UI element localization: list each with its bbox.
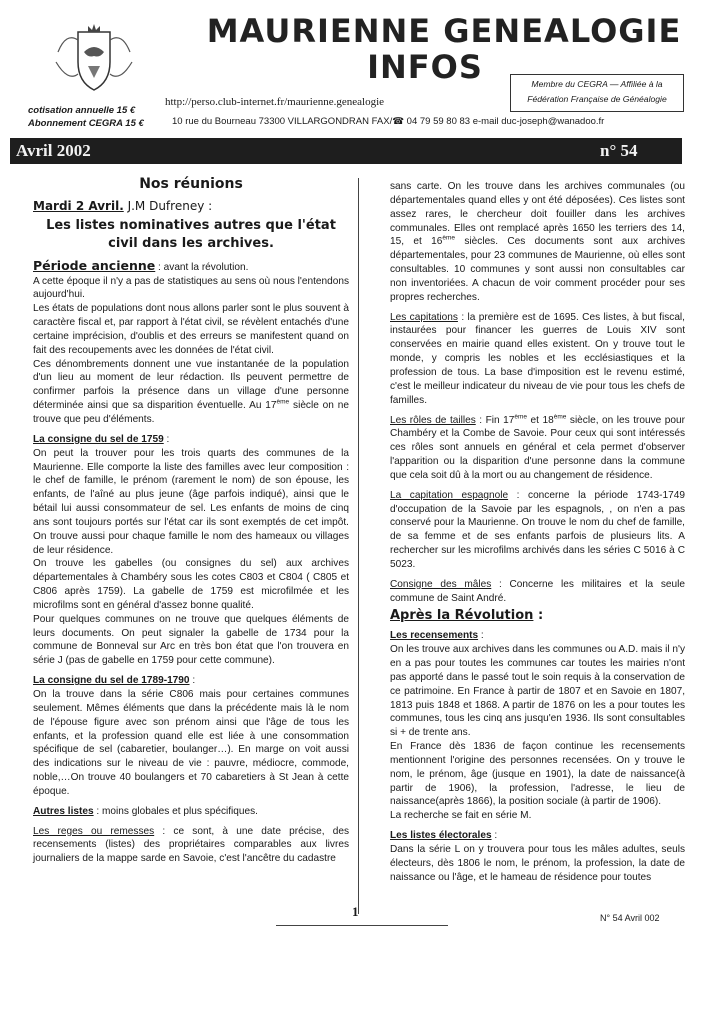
cegra-line1: Membre du CEGRA — Affiliée à la — [531, 79, 663, 89]
subsection-heading — [390, 829, 685, 843]
paragraph: En France dès 1836 de façon continue les recensements mentionnent l'origine des personnes recensées. On y trouve le nom, le prénom, âge (jusque en 1901), la date de naissance(à partir de 1906), la profession, l'adresse, le lieu de naissance(après 1866), la position sociale (à partir de 1906). — [390, 741, 685, 808]
capitation-espagnole-title: La capitation espagnole — [390, 489, 509, 501]
website-url: http://perso.club-internet.fr/maurienne.genealogie — [165, 96, 385, 108]
column-divider — [358, 178, 359, 914]
subsection-heading — [390, 629, 685, 643]
issue-number: n° 54 — [600, 141, 638, 160]
contact-address: 10 rue du Bourneau 73300 VILLARGONDRAN FAX/☎ 04 79 59 80 83 e-mail duc-joseph@wanadoo.fr — [172, 116, 605, 127]
apres-revolution-heading — [390, 609, 685, 623]
article-subtitle: Les listes nominatives autres que l'état civil dans les archives. — [46, 217, 336, 251]
periode-title: Période ancienne — [33, 257, 156, 273]
subsection-heading — [33, 433, 349, 447]
left-column — [33, 178, 349, 908]
periode-rest: : avant la révolution. — [155, 261, 249, 273]
superscript: ème — [276, 398, 290, 406]
paragraph-text: sans carte. On les trouve dans les archives communales (ou départementales quand elles y ont été déposées). Ces listes sont assez rares, le chercheur doit fouiller dans les archives communales. Elles ont remplacé après 1650 les terriers des 14, 15, et 16 — [390, 181, 685, 248]
paragraph — [33, 825, 349, 867]
paragraph: Dans la série L on y trouvera pour tous les mâles adultes, seuls électeurs, dès 1806 le nom, le prénom, la profession, la date de naissance ou l'âge, et le hameau de résidence pour toutes — [390, 843, 685, 883]
listes-electorales-title: Les listes électorales — [390, 830, 492, 842]
abonnement-text: Abonnement CEGRA 15 € — [28, 118, 144, 129]
recensements-title: Les recensements — [390, 630, 479, 642]
paragraph-text: Ces dénombrements donnent une vue instantanée de la population d'un lieu au moment de leur rédaction. Ils peuvent permettre de confirmer parfois la présence dans un village d'une personne déterminée ainsi que sa disparition éventuelle. Au 17 — [33, 358, 349, 412]
cegra-line2: Fédération Française de Généalogie — [527, 94, 667, 104]
autres-listes-title: Autres listes — [33, 805, 94, 817]
paragraph: Pour quelques communes on ne trouve que quelques éléments de leurs documents. On peut signaler la gabelle de 1734 pour la commune de Bonneval sur Arc en très bon état que l'on trouvera en série J (pas de gabelle en 1759 pour cette commune). — [33, 613, 349, 667]
sel-1759-title: La consigne du sel de 1759 — [33, 433, 164, 445]
paragraph — [33, 358, 349, 427]
paragraph: On trouve les gabelles (ou consignes du sel) aux archives départementales à Chambéry sous les cotes C803 et C804 ( C805 et C806 après 1759). La gabelle de 1759 est microfilmée et les microfilms sont en général d'assez bonne qualité. — [33, 558, 349, 611]
paragraph — [390, 414, 685, 483]
colon: : — [189, 675, 196, 687]
footer-rule — [276, 925, 448, 926]
meeting-date: Mardi 2 Avril. — [33, 198, 124, 213]
paragraph-text: : moins globales et plus spécifiques. — [93, 805, 258, 817]
issue-date: Avril 2002 — [16, 141, 91, 160]
coat-of-arms-logo-icon — [48, 22, 140, 96]
colon: : — [163, 433, 170, 445]
paragraph-text: : Concerne les militaires et la seule commune de Saint André. — [390, 578, 685, 604]
section-heading: Nos réunions — [139, 176, 243, 192]
subsection-heading — [33, 674, 349, 688]
paragraph-text: siècle, on les trouve pour Chambéry et la Combe de Savoie. Pour ceux qui sont intéressés ces rôles sont annuels en général et cela permet d'observer l'apparition ou la disparition d'une personne dans la commune que cela soit dû à la mort ou au changement de résidence. — [390, 414, 685, 481]
paragraph-text: et 18 — [527, 414, 554, 426]
paragraph-text: : ce sont, à une date précise, des recensements (listes) des propriétaires comparables aux livres journaliers de la mappe sarde en Savoie, c'est l'ancêtre du cadastre — [33, 825, 350, 865]
capitations-title: Les capitations — [390, 311, 458, 323]
paragraph-text: siècle on ne trouve que peu d'éléments. — [33, 400, 349, 425]
colon: : — [478, 630, 484, 642]
issue-banner — [10, 138, 682, 164]
colon: : — [491, 830, 498, 842]
paragraph — [390, 180, 685, 305]
paragraph: A cette époque il n'y a pas de statistiques au sens où nous l'entendons aujourd'hui. — [33, 275, 349, 301]
newsletter-title-line2: INFOS — [367, 48, 483, 86]
periode-heading — [33, 259, 349, 275]
meeting-speaker: J.M Dufreney : — [123, 198, 213, 213]
superscript: ème — [514, 413, 528, 421]
paragraph — [390, 578, 685, 606]
cotisation-text: cotisation annuelle 15 € — [28, 105, 136, 116]
issue-footer: N° 54 Avril 002 — [600, 913, 660, 923]
paragraph-text: : Fin 17 — [475, 414, 515, 426]
paragraph: On peut la trouver pour les trois quarts des communes de la Maurienne. Elle comporte la liste des familles avec leur composition : le chef de famille, le prénom (rarement le nom) de son épouse, les enfants, de l'aîné au plus jeune (âge parfois indiqué), ainsi que le bétail lui aussi consommateur de sel. Les enfants de moins de cinq ans sont toujours portés sur l'état car ils sont exemptés de cet impôt. On trouve aussi pour chaque famille le nom des hameaux ou villages de leur résidence. — [33, 447, 349, 556]
roles-title: Les rôles de tailles — [390, 414, 476, 426]
paragraph-text: : concerne la période 1743-1749 d'occupation de la Savoie par les espagnols, , on n'en a pas conservé pour la Maurienne. On trouve le nom du chef de famille, de sa femme et de ses enfants parfois de plusieurs lits. A rechercher sur les microfilms archivés dans les séries C 5016 à C 5023. — [390, 489, 685, 570]
newsletter-title-line1: MAURIENNE GENEALOGIE — [206, 12, 682, 50]
right-column — [390, 180, 685, 902]
superscript: ème — [442, 235, 456, 243]
superscript: ème — [553, 413, 567, 421]
colon: : — [533, 608, 544, 624]
paragraph: La recherche se fait en série M. — [390, 810, 532, 822]
page-number: 1 — [352, 904, 359, 919]
paragraph: Les états de populations dont nous allons parler sont le plus souvent à caractère fiscal et, par rapport à l'état civil, se révèlent entachés d'une certaine imprécision, d'oublis et des erreurs se manifestent quand on fait des recoupements avec les données de l'état civil. — [33, 303, 349, 356]
paragraph — [390, 311, 685, 408]
membership-fees — [28, 104, 144, 130]
reges-title: Les reges ou remesses — [33, 825, 155, 837]
cegra-affiliation-box — [510, 74, 684, 112]
paragraph-text: : la première est de 1695. Ces listes, à but fiscal, instaurées pour financer les guerres de Louis XIV sont conservées en mairie quand elles existent. On y trouve tout le monde, y compris les nobles et les ecclésiastiques et la profession de tous. La base d'imposition est le revenu estimé, c'est le meilleur indicateur du niveau de vie pour tous les chefs de familles. — [390, 311, 685, 406]
meeting-line — [33, 200, 349, 214]
paragraph: On les trouve aux archives dans les communes ou A.D. mais il n'y en a pas pour toutes les communes car toutes les mairies n'ont pas apporté dans le passé tout le soin requis à la conservation de ce patrimoine. En France à partir de 1807 et en Savoie en 1807, 1813 puis 1848 et 1868. A partir de 1876 on les a pour toutes les communes, tous les cinq ans jusqu'en 1936. Ils sont consultables si + de trente ans. — [390, 644, 685, 739]
subsection-heading — [33, 805, 349, 819]
paragraph — [390, 489, 685, 572]
paragraph-text: siècles. Ces documents sont aux archives départementales, pour 23 communes de Maurienne, où elles sont consultables. 10 communes y sont aussi non consultables car non inventoriées. A chacun de voir comment procéder pour ses propres recherches. — [390, 236, 686, 303]
apres-title: Après la Révolution — [390, 608, 534, 624]
consigne-males-title: Consigne des mâles — [390, 578, 492, 590]
paragraph: On la trouve dans la série C806 mais pour certaines communes seulement. Mêmes éléments que dans la précédente mais là le nom de l'épouse figure avec son prénom ainsi que l'âge de tous les enfants, et la profession quand elle est liée à une consommation spécifique de sel (cabaretier, boulanger…). En marge on voit aussi des indications sur le niveau de vie : pauvre, médiocre, commode, noble,…On trouve 40 boulangers et 70 cabaretiers à St Jean à cette époque. — [33, 689, 349, 797]
sel-1789-title: La consigne du sel de 1789-1790 — [33, 675, 190, 687]
